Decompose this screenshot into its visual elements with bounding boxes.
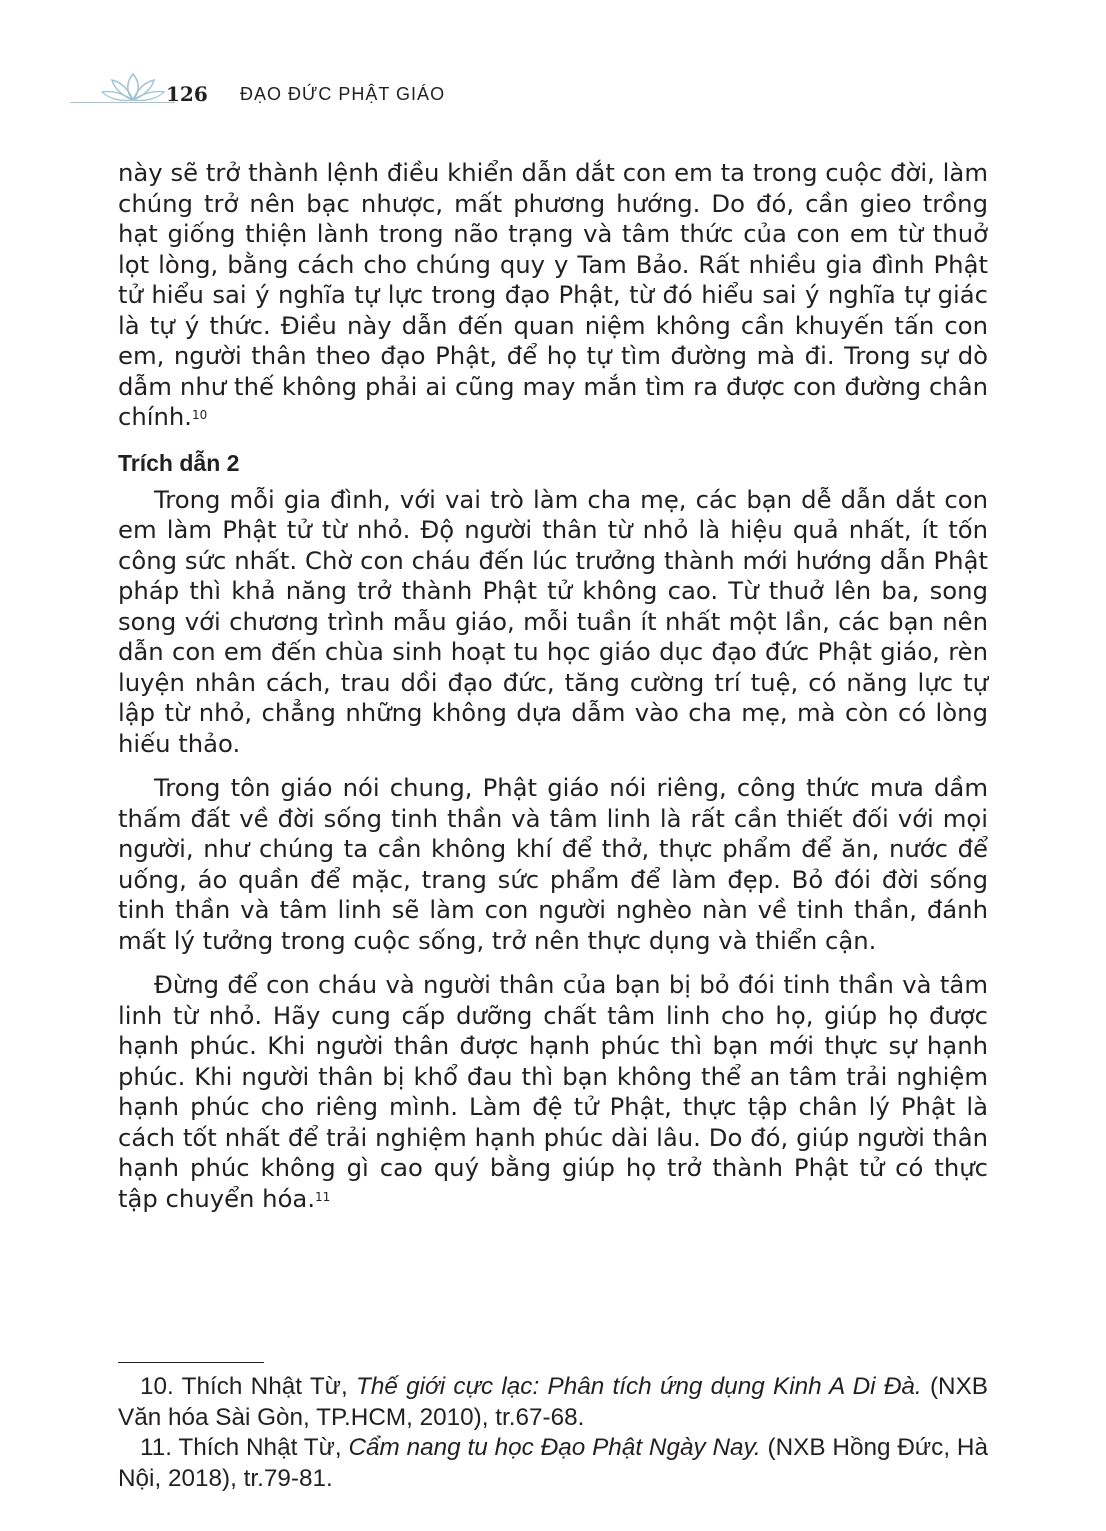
page-number: 126 [166,82,208,106]
paragraph [118,158,988,433]
footnote-author: 10. Thích Nhật Từ, [140,1373,356,1400]
section-heading: Trích dẫn 2 [118,449,240,476]
paragraph: Trong mỗi gia đình, với vai trò làm cha mẹ, các bạn dễ dẫn dắt con em làm Phật tử từ nhỏ. Độ người thân từ nhỏ là hiệu quả nhất, ít tốn công sức nhất. Chờ con cháu đến lúc trưởng thành mới hướng dẫn Phật pháp thì khả năng trở thành Phật tử không cao. Từ thuở lên ba, song song với chương trình mẫu giáo, mỗi tuần ít nhất một lần, các bạn nên dẫn con em đến chùa sinh hoạt tu học giáo dục đạo đức Phật giáo, rèn luyện nhân cách, trau dồi đạo đức, tăng cường trí tuệ, có năng lực tự lập từ nhỏ, chẳng những không dựa dẫm vào cha mẹ, mà còn có lòng hiếu thảo. [118,484,988,758]
lotus-icon [98,72,168,106]
paragraph [118,970,988,1214]
paragraph-text: này sẽ trở thành lệnh điều khiển dẫn dắt con em ta trong cuộc đời, làm chúng trở nên bạc nhược, mất phương hướng. Do đó, cần gieo trồng hạt giống thiện lành trong não trạng và tâm thức của con em từ thuở lọt lòng, bằng cách cho chúng quy y Tam Bảo. Rất nhiều gia đình Phật tử hiểu sai ý nghĩa tự lực trong đạo Phật, từ đó hiểu sai ý nghĩa tự giác là tự ý thức. Điều này dẫn đến quan niệm không cần khuyến tấn con em, người thân theo đạo Phật, để họ tự tìm đường mà đi. Trong sự dò dẫm như thế không phải ai cũng may mắn tìm ra được con đường chân chính. [118,158,988,431]
footnote-publisher: (NXB Hồng Đức, Hà Nội, 2018), tr.79-81. [118,1434,988,1492]
footnote-publisher: (NXB Văn hóa Sài Gòn, TP.HCM, 2010), tr.67-68. [118,1373,988,1431]
main-text [118,158,988,1228]
footnote-author: 11. Thích Nhật Từ, [140,1434,349,1461]
footnote [118,1433,988,1494]
paragraph-text: Đừng để con cháu và người thân của bạn bị bỏ đói tinh thần và tâm linh từ nhỏ. Hãy cung cấp dưỡng chất tâm linh cho họ, giúp họ được hạnh phúc. Khi người thân được hạnh phúc thì bạn mới thực sự hạnh phúc. Khi người thân bị khổ đau thì bạn không thể an tâm trải nghiệm hạnh phúc cho riêng mình. Làm đệ tử Phật, thực tập chân lý Phật là cách tốt nhất để trải nghiệm hạnh phúc dài lâu. Do đó, giúp người thân hạnh phúc không gì cao quý bằng giúp họ trở thành Phật tử có thực tập chuyển hóa. [118,970,988,1213]
page-header [70,72,470,112]
paragraph: Trong tôn giáo nói chung, Phật giáo nói riêng, công thức mưa dầm thấm đất về đời sống tinh thần và tâm linh là rất cần thiết đối với mọi người, như chúng ta cần không khí để thở, thực phẩm để ăn, nước để uống, áo quần để mặc, trang sức phẩm để làm đẹp. Bỏ đói đời sống tinh thần và tâm linh sẽ làm con người nghèo nàn về tinh thần, đánh mất lý tưởng trong cuộc sống, trở nên thực dụng và thiển cận. [118,773,988,955]
footnotes [118,1372,988,1494]
footnote-title: Cẩm nang tu học Đạo Phật Ngày Nay. [348,1434,761,1461]
footnote-title: Thế giới cực lạc: Phân tích ứng dụng Kinh A Di Đà. [355,1373,922,1400]
footnote-ref: 11 [315,1189,331,1204]
running-title: ĐẠO ĐỨC PHẬT GIÁO [240,84,446,104]
footnote-separator [118,1362,264,1363]
footnote [118,1372,988,1433]
footnote-ref: 10 [192,408,208,422]
